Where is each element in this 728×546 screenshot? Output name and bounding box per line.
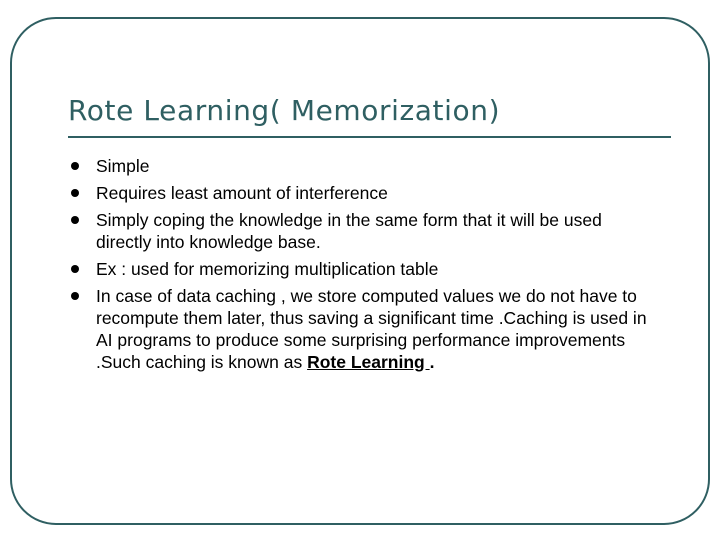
bullet-item-copying-knowledge [68, 209, 658, 253]
bullet-text: Ex : used for memorizing multiplication table [96, 259, 439, 279]
bullet-icon [71, 189, 79, 197]
bullet-icon [71, 162, 79, 170]
bullet-icon [71, 292, 79, 300]
bullet-icon [71, 216, 79, 224]
bullet-list [68, 155, 658, 378]
bullet-item-simple [68, 155, 658, 177]
rote-learning-emphasis: Rote Learning [307, 352, 430, 372]
bullet-item-data-caching [68, 285, 658, 373]
bullet-text: Simple [96, 156, 150, 176]
bullet-text: Simply coping the knowledge in the same form that it will be used directly into knowledge base. [96, 210, 602, 252]
bullet-text: In case of data caching , we store computed values we do not have to recompute them later, thus saving a significant time .Caching is used in AI programs to produce some surprising performance improvements .Such caching is known as [96, 286, 647, 372]
title-underline-rule [68, 136, 671, 138]
slide-title: Rote Learning( Memorization) [68, 94, 501, 127]
bullet-item-example [68, 258, 658, 280]
bullet-text: Requires least amount of interference [96, 183, 388, 203]
bullet-icon [71, 265, 79, 273]
bullet-item-least-interference [68, 182, 658, 204]
bullet-text-tail: . [429, 352, 435, 372]
